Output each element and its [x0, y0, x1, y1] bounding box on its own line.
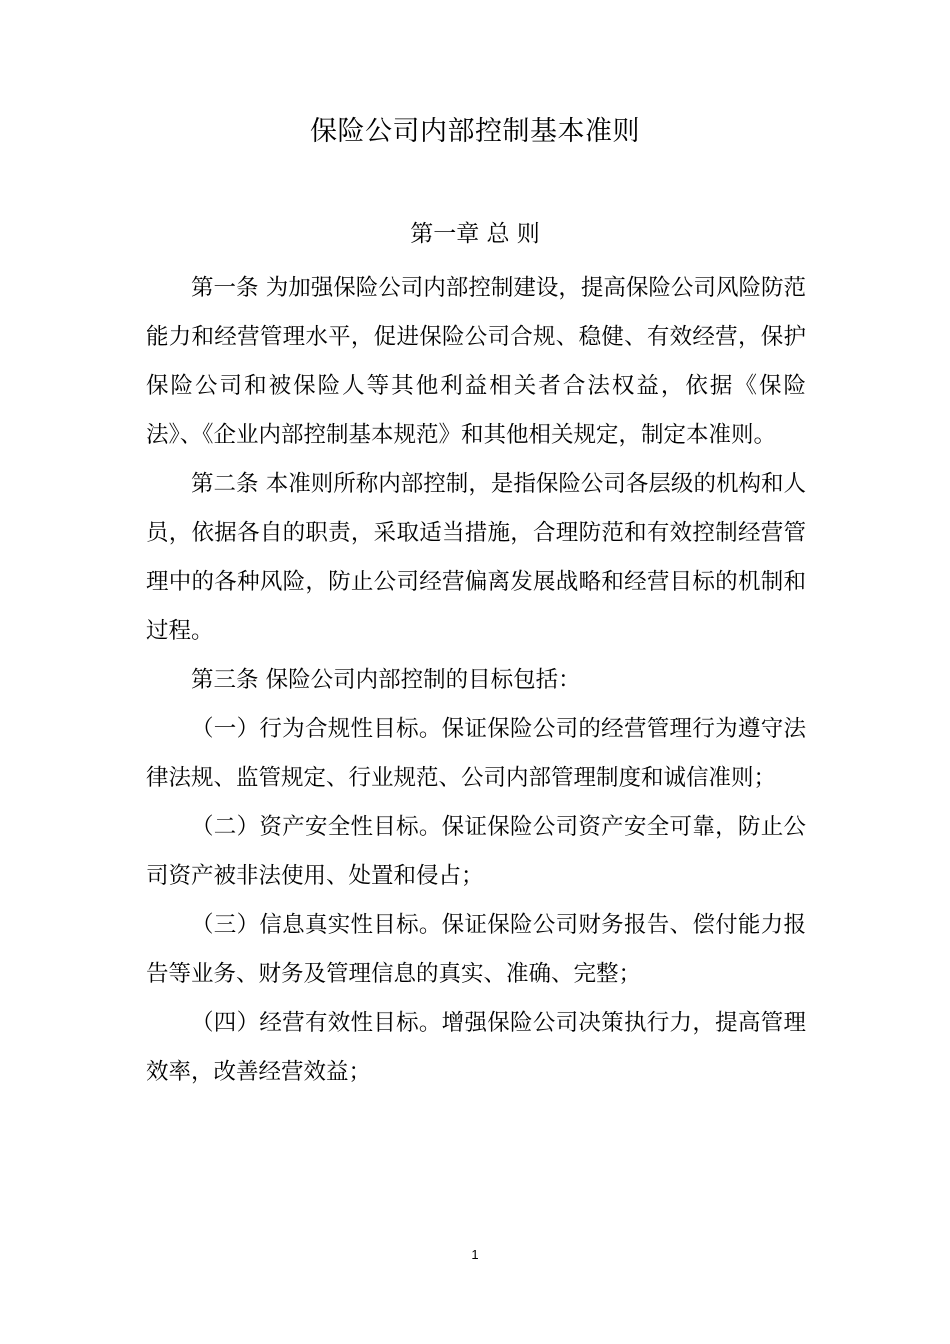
objective-item-3: （三）信息真实性目标。保证保险公司财务报告、偿付能力报告等业务、财务及管理信息的真实、准确、完整；	[146, 912, 806, 987]
article-2-paragraph: 第二条 本准则所称内部控制，是指保险公司各层级的机构和人员，依据各自的职责，采取适当措施，合理防范和有效控制经营管理中的各种风险，防止公司经营偏离发展战略和经营目标的机制和过程。	[146, 471, 806, 644]
objective-item-4: （四）经营有效性目标。增强保险公司决策执行力，提高管理效率，改善经营效益；	[146, 1010, 806, 1085]
article-1-paragraph: 第一条 为加强保险公司内部控制建设，提高保险公司风险防范能力和经营管理水平，促进保险公司合规、稳健、有效经营，保护保险公司和被保险人等其他利益相关者合法权益，依据《保险法》、《企业内部控制基本规范》和其他相关规定，制定本准则。	[146, 275, 806, 448]
objective-item-2: （二）资产安全性目标。保证保险公司资产安全可靠，防止公司资产被非法使用、处置和侵占；	[146, 814, 806, 889]
objective-item-1: （一）行为合规性目标。保证保险公司的经营管理行为遵守法律法规、监管规定、行业规范、公司内部管理制度和诚信准则；	[146, 716, 806, 791]
page-number: 1	[471, 1247, 479, 1262]
article-3-paragraph: 第三条 保险公司内部控制的目标包括：	[191, 667, 581, 693]
document-body	[146, 264, 806, 1097]
chapter-title: 第一章 总 则	[410, 221, 540, 247]
document-title: 保险公司内部控制基本准则	[310, 116, 640, 147]
